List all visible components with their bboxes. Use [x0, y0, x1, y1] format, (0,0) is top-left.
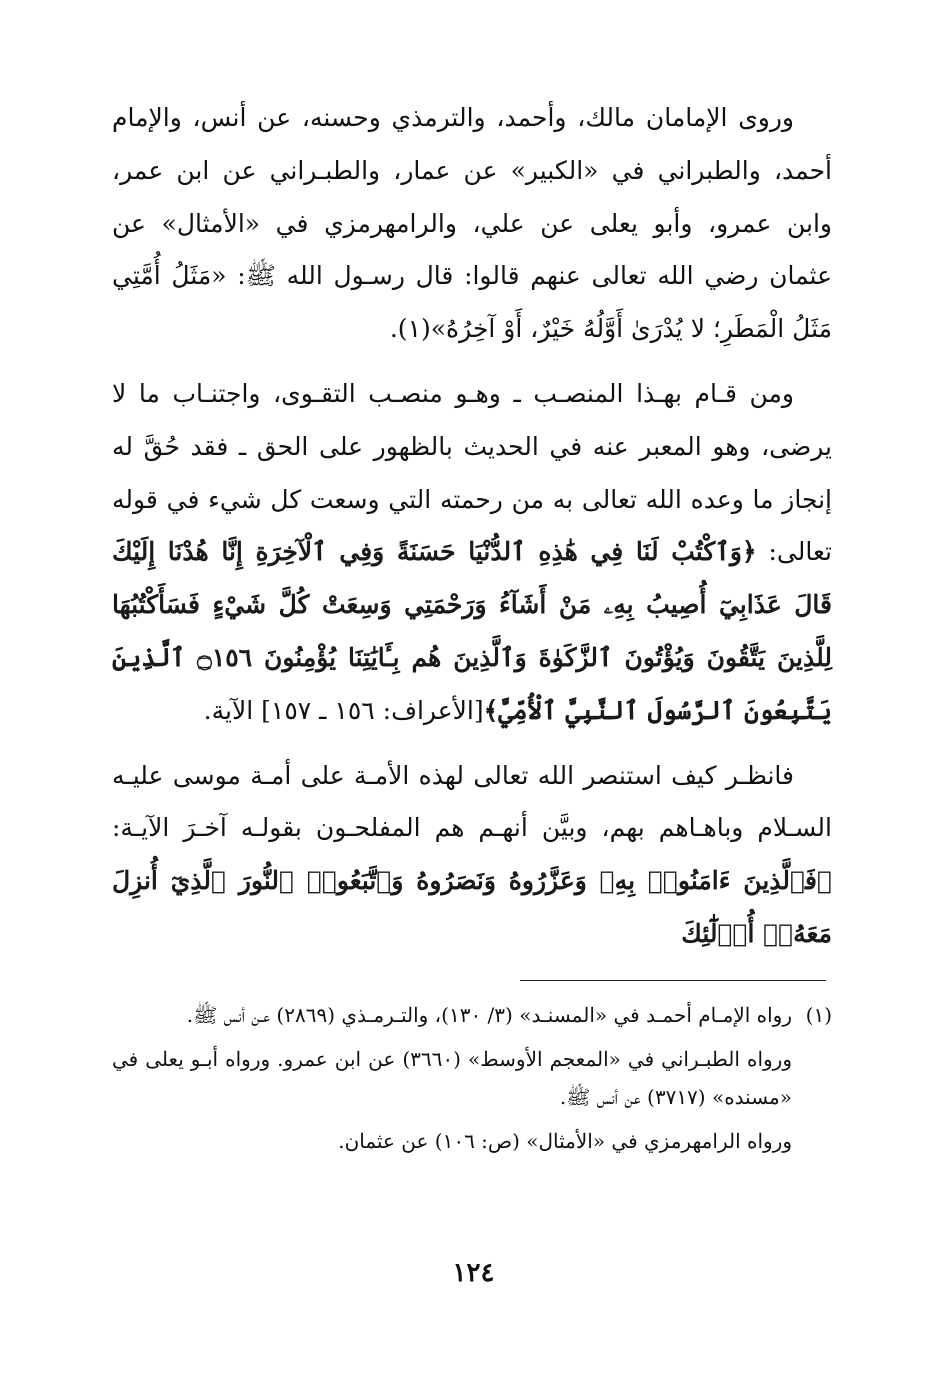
footnote-item [112, 1122, 832, 1160]
paragraph-hadith [112, 92, 832, 356]
verse-reference: [الأعراف: ١٥٦ ـ ١٥٧] الآية. [203, 695, 484, 725]
footnote-item [112, 996, 832, 1034]
paragraph-text: وروى الإمامان مالك، وأحمد، والترمذي وحسنه، عن أنس، والإمام أحمد، والطبراني في «الكبير» عن عمار، والطبـراني عن ابن عمر، وابن عمرو، وأبو يعلى عن علي، والرامهرمزي في «الأمثال» عن عثمان رضي الله تعالى عنهم قالوا: قال رسـول الله ﷺ: «مَثَلُ أُمَّتِي مَثَلُ الْمَطَرِ؛ لا يُدْرَىٰ أَوَّلُهُ خَيْرٌ، أَوْ آخِرُهُ»(١). [112, 103, 832, 344]
paragraph-text: ومن قـام بهـذا المنصـب ـ وهـو منصـب التقـوى، واجتنـاب ما لا يرضى، وهو المعبر عنه في الحديث بالظهور على الحق ـ فقد حُقَّ له إنجاز ما وعده الله تعالى به من رحمته التي وسعت كل شيء في قوله تعالى: [112, 378, 832, 567]
paragraph-quran-verse [112, 368, 832, 738]
footnote-item [112, 1040, 832, 1116]
main-text [112, 92, 832, 961]
footnote-divider [520, 980, 826, 981]
footnote-text: ورواه الطبـراني في «المعجم الأوسط» (٣٦٦٠) عن ابن عمرو. ورواه أبـو يعلى في «مسنده» (٣٧١٧) عن أنس ﷺ. [112, 1047, 793, 1109]
paragraph-commentary [112, 750, 832, 961]
footnote-number: (١) [805, 1003, 832, 1027]
quran-verse: ﴿فَٱلَّذِينَ ءَامَنُوا۟ بِهِۦ وَعَزَّرُوهُ وَنَصَرُوهُ وَٱتَّبَعُوا۟ ٱلنُّورَ ٱلَّذِيٓ أُنزِلَ مَعَهُۥٓ أُو۟لَٰٓئِكَ [112, 866, 832, 948]
footnote-text: ورواه الرامهرمزي في «الأمثال» (ص: ١٠٦) عن عثمان. [338, 1129, 792, 1153]
footnote-text: رواه الإمـام أحمـد في «المسنـد» (٣/ ١٣٠)، والتـرمـذي (٢٨٦٩) عـن أنس ﷺ. [186, 1003, 792, 1027]
page-number: ١٢٤ [452, 1258, 495, 1288]
quran-verse: ﴿وَٱكْتُبْ لَنَا فِي هَٰذِهِ ٱلدُّنْيَا حَسَنَةً وَفِي ٱلْآخِرَةِ إِنَّا هُدْنَا إِلَيْكَ قَالَ عَذَابِيٓ أُصِيبُ بِهِۦ مَنْ أَشَآءُ وَرَحْمَتِي وَسِعَتْ كُلَّ شَيْءٍ فَسَأَكْتُبُهَا لِلَّذِينَ يَتَّقُونَ وَيُؤْتُونَ ٱلزَّكَوٰةَ وَٱلَّذِينَ هُم بِـَٔايَٰتِنَا يُؤْمِنُونَ ۝١٥٦ ٱلَّذِينَ يَتَّبِعُونَ ٱلرَّسُولَ ٱلنَّبِيَّ ٱلْأُمِّيَّ﴾ [112, 537, 832, 725]
paragraph-text: فانظـر كيف استنصر الله تعالى لهذه الأمـة على أمـة موسى عليـه السـلام وباهـاهم بهم، وبيَّن أنهـم هم المفلحـون بقولـه آخـرَ الآيـة: [112, 760, 832, 843]
footnotes [112, 996, 832, 1160]
